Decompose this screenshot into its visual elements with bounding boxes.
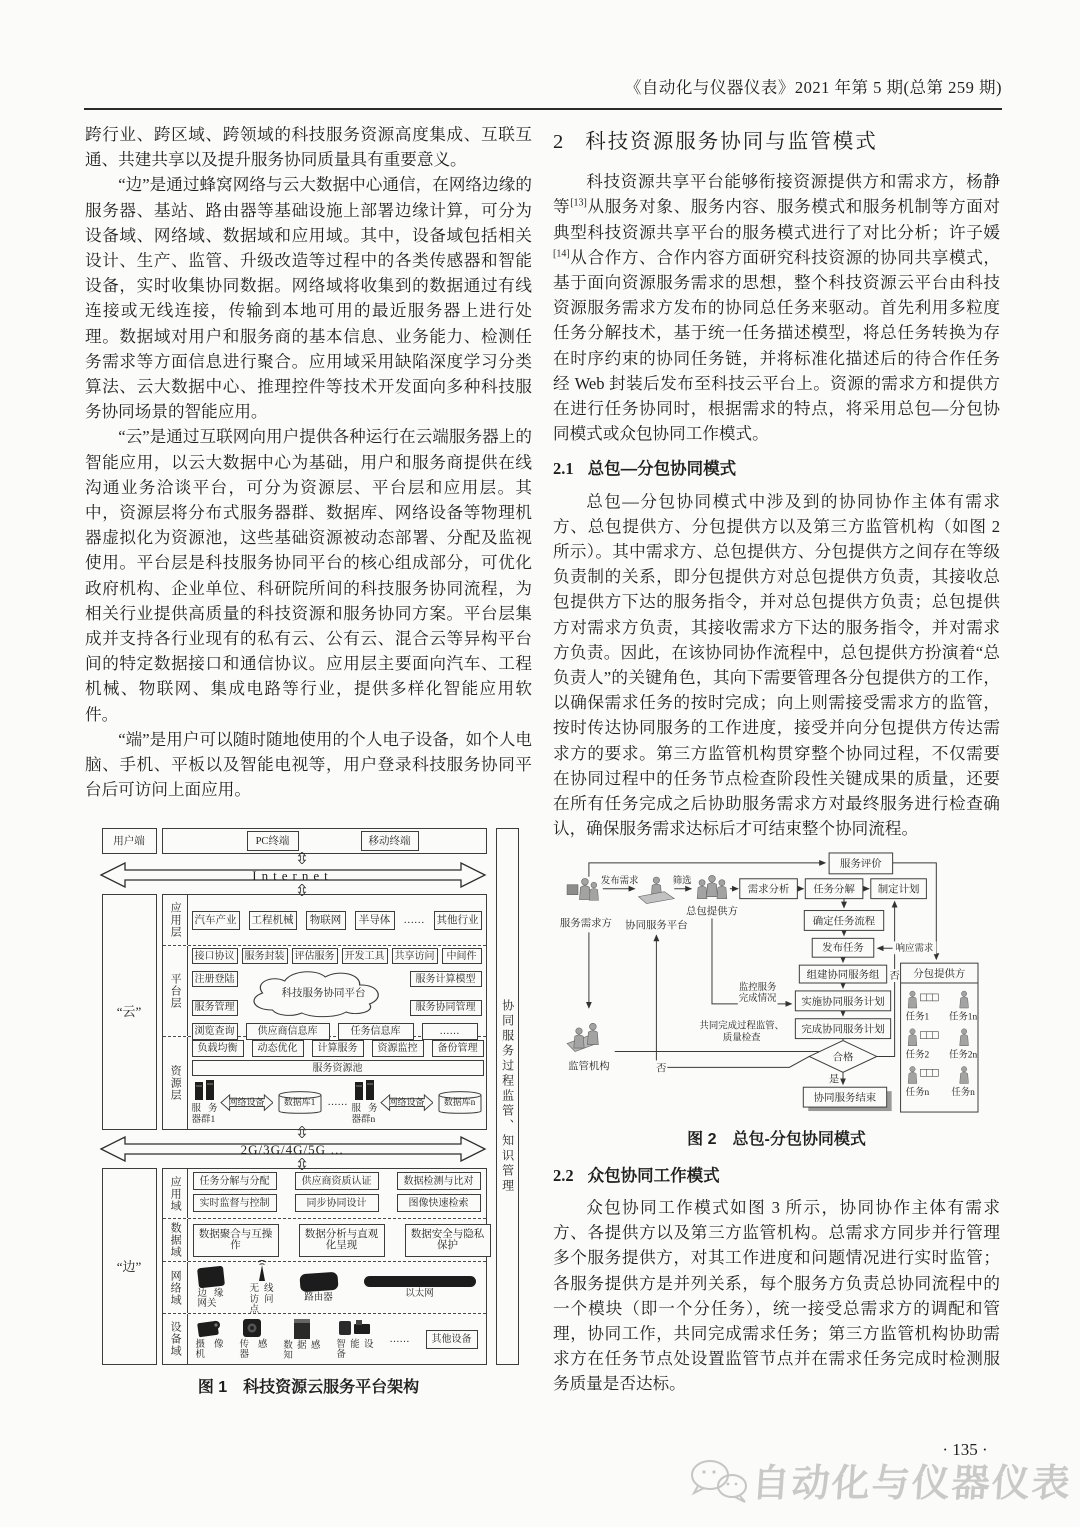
platform-item-box: 接口协议 xyxy=(192,948,238,964)
figure1-caption-title: 科技资源云服务平台架构 xyxy=(243,1379,420,1397)
internet-label: Internet xyxy=(252,867,333,883)
task-label: 任务1 xyxy=(905,1013,930,1024)
node-label: 需求分析 xyxy=(747,885,790,897)
application-layer xyxy=(163,895,486,945)
sensor xyxy=(240,1318,268,1361)
application-domain xyxy=(163,1169,486,1218)
section21-heading xyxy=(553,456,1000,482)
figure1-architecture-diagram xyxy=(99,828,519,1365)
platform-item-box: 服务计算模型 xyxy=(410,971,482,987)
industry-box: 工程机械 xyxy=(249,911,297,930)
flowchart-svg xyxy=(553,849,1000,1117)
platform-item-box: 注册登陆 xyxy=(192,971,238,987)
data-domain xyxy=(163,1218,486,1261)
app-domain-box: 实时监督与控制 xyxy=(193,1194,277,1212)
paragraph-text: 从服务对象、服务内容、服务模式和服务机制等方面对典型科技资源共享平台的服务模式进行了对比分析；许子媛 xyxy=(553,197,1001,242)
platform-layer xyxy=(163,945,486,1036)
device-item-label: 摄像机 xyxy=(195,1340,224,1361)
server-cluster-n xyxy=(352,1080,378,1125)
cellular-band xyxy=(99,1136,487,1162)
device-item-label: 智能设备 xyxy=(336,1340,374,1361)
network-item-label: 路由器 xyxy=(304,1292,333,1303)
internet-band xyxy=(99,862,487,888)
edge-label: 是 xyxy=(828,1074,840,1086)
footer-brand-text: 自动化与仪器仪表 xyxy=(750,1463,1074,1505)
ellipsis-text: …… xyxy=(389,1333,410,1345)
industry-box: 其他行业 xyxy=(434,911,482,930)
network-item-label: 以太网 xyxy=(405,1289,434,1300)
domain-label: 应用域 xyxy=(169,1175,182,1212)
header-rule xyxy=(84,108,1002,110)
edge-label: 共同完成过程监管、 xyxy=(699,1022,785,1033)
data-sensing-device xyxy=(283,1317,320,1362)
resource-item-box: 计算服务 xyxy=(312,1040,364,1057)
edge-label: 否 xyxy=(889,971,900,983)
platform-item-box: 开发工具 xyxy=(342,948,388,964)
terminal-box xyxy=(162,828,487,854)
network-item-label: 边缘网关 xyxy=(197,1288,224,1309)
camera xyxy=(196,1318,224,1361)
router-icon xyxy=(299,1271,338,1292)
server-icon xyxy=(192,1080,218,1102)
domain-label: 数据域 xyxy=(169,1222,182,1259)
database-label: 数据库n xyxy=(443,1096,476,1107)
network-device-label: 网络设备 xyxy=(388,1097,425,1108)
antenna-icon xyxy=(254,1260,270,1282)
journal-header: 《自动化与仪器仪表》2021 年第 5 期(总第 259 期) xyxy=(624,78,1002,97)
figure1-caption xyxy=(85,1375,532,1400)
body-paragraph: 跨行业、跨区域、跨领域的科技服务资源高度集成、互联互通、共建共享以及提升服务协同质量具有重要意义。 xyxy=(85,125,532,170)
subcontractor-label: 分包提供方 xyxy=(913,969,966,981)
figure2-flowchart xyxy=(553,849,1000,1117)
resource-item-box: 资源监控 xyxy=(372,1040,424,1057)
edge-label: 发布需求 xyxy=(600,877,639,888)
body-paragraph: 总包—分包协同模式中涉及到的协同协作主体有需求方、总包提供方、分包提供方以及第三方监管机构（如图 2 所示）。其中需求方、总包提供方、分包提供方之间存在等级负责制的关系，即分包提供方对总包提供方负责，其接收总包提供方下达的服务指令，并对总包提供方负责；总包提供方对需求方负责，其接收需求方下达的服务指令，并对需求方负责。因此，在该协同协作流程中，总包提供方扮演着“总负责人”的关键角色，其向下需要管理各分包提供方的工作，以确保需求任务的按时完成；向上则需接受需求方的监管，按时传达协同服务的工作进度，接受并向分包提供方传达需求方的要求。第三方监管机构贯穿整个协同过程，不仅需要在协同过程中的任务节点检查阶段性关键成果的质量，还要在所有任务完成之后协助服务需求方对最终服务进行检查确认，确保服务需求达标后才可结束整个协同流程。 xyxy=(553,491,1000,839)
section21-title: 总包—分包协同模式 xyxy=(587,460,737,479)
database-1 xyxy=(276,1090,324,1116)
database-n xyxy=(436,1090,484,1116)
app-domain-box: 任务分解与分配 xyxy=(193,1172,277,1190)
user-side-box: 用户端 xyxy=(102,828,157,854)
router xyxy=(300,1273,338,1303)
device-item-label: 传感器 xyxy=(239,1340,268,1361)
platform-desk-icon xyxy=(639,877,675,904)
flow-line-no-loop xyxy=(656,936,809,1068)
camera-icon xyxy=(196,1318,224,1338)
platform-item-box: 服务封装 xyxy=(242,948,288,964)
platform-item-box: 浏览查询 xyxy=(192,1023,238,1040)
edge-label: 筛选 xyxy=(672,877,692,888)
edge-label: 质量检查 xyxy=(722,1034,761,1045)
section2-title: 科技资源服务协同与监管模式 xyxy=(585,131,878,153)
platform-item-box: 服务协同管理 xyxy=(410,1000,482,1016)
task-label: 任务2n xyxy=(948,1050,978,1061)
actor-label: 监管机构 xyxy=(568,1061,610,1073)
resource-item-box: 动态优化 xyxy=(252,1040,304,1057)
database-label: 数据库1 xyxy=(283,1096,316,1107)
platform-item-box: 评估服务 xyxy=(292,948,338,964)
app-domain-box: 数据检测与比对 xyxy=(397,1172,481,1190)
node-label: 任务分解 xyxy=(813,885,855,897)
device-item-label: 数据感知 xyxy=(283,1341,321,1362)
supervisor-icon xyxy=(567,1024,598,1052)
paragraph-text: 从合作方、合作内容方面研究科技资源的协同共享模式，基于面向资源服务需求的思想，整个科技资源云平台由科技资源服务需求方发布的协同总任务来驱动。首先利用多粒度任务分解技术，基于统一任务描述模型，将总任务转换为存在时序约束的协同任务链，并将标准化描述后的待合作任务经 Web 封装后发布至科技云平台上。资源的需求方和提供方在进行任务协同时，根据需求的特点，将采用总包—分包协同模式或众包协同工作模式。 xyxy=(553,247,1000,444)
server-cluster-label: 服务器群1 xyxy=(191,1104,218,1125)
domain-label: 网络域 xyxy=(169,1269,182,1306)
body-paragraph: 众包协同工作模式如图 3 所示，协同协作主体有需求方、各提供方以及第三方监管机构。总需求方同步并行管理多个服务提供方，对其工作进度和问题情况进行实时监管；各服务提供方是并列关系，每个服务方负责总协同流程中的一个模块（即一个分任务），统一接受总需求方的调配和管理，协同工作，共同完成需求任务；第三方监管机构协助需求方在任务节点处设置监管节点并在需求任务完成时检测服务质量是否达标。 xyxy=(553,1197,1000,1394)
edge-main-box xyxy=(162,1168,487,1365)
right-bar-label: 协同服务过程监管、知识管理 xyxy=(500,999,515,1195)
wireless-access-point xyxy=(250,1260,274,1315)
network-device-label: 网络设备 xyxy=(228,1097,265,1108)
mobile-terminal-box: 移动终端 xyxy=(361,831,419,851)
reference-13: [13] xyxy=(570,197,587,209)
actor-label: 协同服务平台 xyxy=(625,920,688,932)
platform-item-box: …… xyxy=(422,1023,478,1040)
platform-item-box: 中间件 xyxy=(442,948,482,964)
footer-brand xyxy=(688,1452,1072,1507)
left-column xyxy=(85,122,532,1407)
server-cluster-label: 服务器群n xyxy=(351,1104,378,1125)
node-label: 协同服务结束 xyxy=(813,1093,877,1105)
data-domain-box: 数据聚合与互操作 xyxy=(193,1224,279,1257)
page-number: · 135 · xyxy=(942,1440,988,1459)
body-paragraph: “边”是通过蜂窝网络与云大数据中心通信，在网络边缘的服务器、基站、路由器等基础设施上部署边缘计算，可分为设备域、网络域、数据域和应用域。其中，设备域包括相关设计、生产、监管、升级改造等过程中的各类传感器和智能设备，实时收集协同数据。网络域将收集到的数据通过有线连接或无线连接，传输到本地可用的最近服务器上进行处理。数据域对用户和服务商的基本信息、业务能力、检测任务需求等方面信息进行聚合。应用域采用缺陷深度学习分类算法、云大数据中心、推理控件等技术开发面向多种科技服务协同场景的智能应用。 xyxy=(85,175,532,422)
edge-gateway-icon xyxy=(197,1265,225,1288)
task-label: 任务2 xyxy=(905,1050,930,1061)
section2-heading xyxy=(553,130,1000,155)
service-resource-pool-box: 服务资源池 xyxy=(192,1060,484,1076)
industry-box: 汽车产业 xyxy=(192,911,240,930)
section22-number: 2.2 xyxy=(553,1165,574,1185)
network-domain xyxy=(163,1261,486,1316)
data-domain-box: 数据安全与隐私保护 xyxy=(405,1224,491,1257)
reference-14: [14] xyxy=(553,248,570,260)
body-paragraph: “端”是用户可以随时随地使用的个人电子设备，如个人电脑、手机、平板以及智能电视等，用户登录科技服务协同平台后可访问上面应用。 xyxy=(85,729,532,800)
section22-title: 众包协同工作模式 xyxy=(587,1166,720,1185)
resource-item-box: 备份管理 xyxy=(432,1040,484,1057)
general-contractor-icon xyxy=(697,876,727,899)
ellipsis-text: …… xyxy=(403,914,425,926)
server-cluster-1 xyxy=(192,1080,218,1125)
figure2-caption-tag: 图 2 xyxy=(687,1131,717,1149)
actor-label: 服务需求方 xyxy=(559,918,612,930)
smart-device-icon xyxy=(338,1318,372,1338)
edge-label: 完成情况 xyxy=(738,994,777,1005)
figure2-caption-title: 总包-分包协同模式 xyxy=(732,1131,866,1149)
smart-device xyxy=(336,1318,373,1361)
cloud-main-box xyxy=(162,894,487,1130)
node-label: 服务评价 xyxy=(840,859,882,871)
server-icon xyxy=(352,1080,378,1102)
flow-line-supervision xyxy=(615,1046,838,1052)
industry-box: 半导体 xyxy=(355,911,395,930)
figure1-caption-tag: 图 1 xyxy=(197,1379,228,1397)
tech-service-platform-cloud xyxy=(238,966,410,1020)
wechat-bubbles-icon xyxy=(688,1455,752,1505)
node-label: 组建协同服务组 xyxy=(806,970,880,982)
platform-item-box: 服务管理 xyxy=(192,1000,238,1016)
cloud-side-box: “云” xyxy=(102,894,157,1130)
right-column xyxy=(553,122,1000,1397)
layer-label: 资源层 xyxy=(169,1065,182,1102)
section21-number: 2.1 xyxy=(553,459,574,479)
platform-item-box: 任务信息库 xyxy=(338,1023,414,1040)
flow-line xyxy=(589,863,825,877)
edge-gateway xyxy=(198,1267,224,1310)
network-device-arrow xyxy=(220,1093,274,1113)
section22-heading xyxy=(553,1163,1000,1189)
platform-item-box: 共享访问 xyxy=(392,948,438,964)
edge-label: 监控服务 xyxy=(738,983,777,994)
cloud-platform-label: 科技服务协同平台 xyxy=(281,987,366,999)
task-label: 任务1n xyxy=(948,1013,978,1024)
task-label: 任务n xyxy=(905,1088,930,1099)
data-domain-box: 数据分析与直观化呈现 xyxy=(299,1224,385,1257)
network-item-label: 无线访问点 xyxy=(249,1284,274,1316)
node-label: 制定计划 xyxy=(877,885,920,897)
edge-label: 否 xyxy=(656,1063,667,1075)
other-device-box: 其他设备 xyxy=(426,1330,478,1349)
edge-side-box: “边” xyxy=(102,1168,157,1365)
cellular-band-label: 2G/3G/4G/5G … xyxy=(240,1141,345,1157)
edge-label: 响应需求 xyxy=(895,944,934,955)
data-sensing-icon xyxy=(292,1317,312,1339)
layer-label: 平台层 xyxy=(169,973,182,1010)
task-label: 任务n xyxy=(951,1088,975,1099)
app-domain-box: 图像快速检索 xyxy=(397,1194,481,1212)
ellipsis-text: …… xyxy=(327,1097,348,1109)
node-label: 发布任务 xyxy=(822,943,864,955)
figure2-caption xyxy=(553,1127,1000,1152)
section2-number: 2 xyxy=(553,131,564,153)
node-label: 确定任务流程 xyxy=(812,916,876,928)
layer-label: 应用层 xyxy=(169,902,182,939)
paragraph-text: 科技资源共享平台能够衔接资源提供方和需求方，杨静等 xyxy=(553,172,1000,217)
resource-layer xyxy=(163,1036,486,1129)
domain-label: 设备域 xyxy=(169,1321,182,1358)
pc-terminal-box: PC终端 xyxy=(247,831,299,851)
node-label: 合格 xyxy=(832,1052,854,1064)
platform-item-box: 供应商信息库 xyxy=(246,1023,330,1040)
ethernet xyxy=(364,1276,476,1299)
body-paragraph: “云”是通过互联网向用户提供各种运行在云端服务器上的智能应用，以云大数据中心为基础，用户和服务商提供在线沟通业务洽谈平台，可分为资源层、平台层和应用层。其中，资源层将分布式服务器群、数据库、网络设备等物理机器虚拟化为资源池，这些基础资源被动态部署、分配及监视使用。平台层是科技服务协同平台的核心组成部分，可优化政府机构、企业单位、科研院所间的科技服务协同流程，为相关行业提供高质量的科技资源和服务协同方案。平台层集成并支持各行业现有的私有云、公有云、混合云等异构平台间的特定数据接口和通信协议。应用层主要面向汽车、工程机械、物联网、集成电路等行业，提供多样化智能应用软件。 xyxy=(85,427,532,724)
demander-icon xyxy=(567,879,598,901)
app-domain-box: 同步协同设计 xyxy=(295,1194,379,1212)
network-device-arrow xyxy=(380,1093,434,1113)
industry-box: 物联网 xyxy=(306,911,346,930)
resource-item-box: 负载均衡 xyxy=(192,1040,244,1057)
device-domain xyxy=(163,1313,486,1364)
app-domain-box: 供应商资质认证 xyxy=(295,1172,379,1190)
node-label: 实施协同服务计划 xyxy=(801,997,885,1009)
node-label: 完成协同服务计划 xyxy=(801,1025,885,1037)
body-paragraph xyxy=(553,169,1000,446)
actor-label: 总包提供方 xyxy=(685,906,738,918)
sensor-icon xyxy=(242,1318,264,1338)
ethernet-icon xyxy=(364,1276,476,1287)
right-vertical-bar xyxy=(496,828,519,1365)
